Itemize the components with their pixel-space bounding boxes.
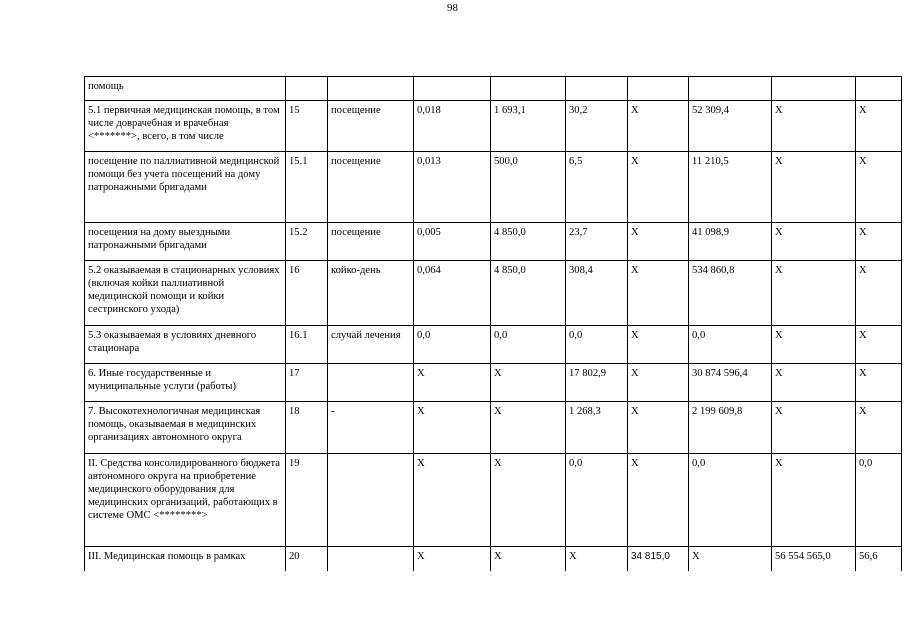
table-cell <box>566 77 628 101</box>
table-cell: посещения на дому выездными патронажными бригадами <box>85 223 286 261</box>
table-row <box>85 152 902 223</box>
table-row <box>85 261 902 326</box>
table-cell: 56 554 565,0 <box>772 547 856 571</box>
table-cell: X <box>491 402 566 454</box>
table-cell: II. Средства консолидированного бюджета автономного округа на приобретение медицинского оборудования для медицинских организаций, работающих в системе ОМС <********> <box>85 454 286 547</box>
table-cell: 1 268,3 <box>566 402 628 454</box>
table-row <box>85 547 902 571</box>
table-cell <box>628 77 689 101</box>
table-cell: помощь <box>85 77 286 101</box>
table-cell: X <box>628 454 689 547</box>
table-row <box>85 454 902 547</box>
table-cell: X <box>856 402 902 454</box>
table-cell: X <box>566 547 628 571</box>
table-cell: X <box>856 223 902 261</box>
table-cell: X <box>628 326 689 364</box>
table-cell: X <box>772 223 856 261</box>
data-table <box>84 76 902 571</box>
table-cell: 0,064 <box>414 261 491 326</box>
table-cell: 15 <box>286 101 328 152</box>
table-cell: 0,0 <box>566 326 628 364</box>
table-cell: 0,005 <box>414 223 491 261</box>
table-cell <box>328 454 414 547</box>
table-cell: 500,0 <box>491 152 566 223</box>
table-cell: III. Медицинская помощь в рамках <box>85 547 286 571</box>
table-cell: 0,013 <box>414 152 491 223</box>
table-cell: 5.1 первичная медицинская помощь, в том числе доврачебная и врачебная <*******>, всего, в том числе <box>85 101 286 152</box>
table-cell: 1 693,1 <box>491 101 566 152</box>
table-cell: X <box>628 364 689 402</box>
table-row <box>85 77 902 101</box>
table-cell: койко-день <box>328 261 414 326</box>
table-cell: посещение <box>328 223 414 261</box>
table-cell: 52 309,4 <box>689 101 772 152</box>
table-cell <box>286 77 328 101</box>
table-cell: 11 210,5 <box>689 152 772 223</box>
table-cell <box>414 77 491 101</box>
table-cell <box>689 77 772 101</box>
table-cell: 5.2 оказываемая в стационарных условиях (включая койки паллиативной медицинской помощи и койки сестринского ухода) <box>85 261 286 326</box>
table-cell: X <box>628 152 689 223</box>
table-cell: X <box>856 101 902 152</box>
table-cell: 34 815,0 <box>628 547 689 571</box>
table-cell: X <box>772 364 856 402</box>
table-cell: 20 <box>286 547 328 571</box>
table-cell: X <box>628 223 689 261</box>
table-row <box>85 402 902 454</box>
table-cell: X <box>772 261 856 326</box>
table-cell: 30,2 <box>566 101 628 152</box>
table-cell: X <box>856 261 902 326</box>
table-cell <box>772 77 856 101</box>
table-cell: посещение по паллиативной медицинской помощи без учета посещений на дому патронажными бригадами <box>85 152 286 223</box>
table-cell: 308,4 <box>566 261 628 326</box>
table-cell: X <box>772 101 856 152</box>
table-cell: 6,5 <box>566 152 628 223</box>
table-cell: 56,6 <box>856 547 902 571</box>
table-cell: 15.2 <box>286 223 328 261</box>
table-cell: 6. Иные государственные и муниципальные услуги (работы) <box>85 364 286 402</box>
table-cell: 16 <box>286 261 328 326</box>
table-cell: 41 098,9 <box>689 223 772 261</box>
table-cell: 15.1 <box>286 152 328 223</box>
table-cell: X <box>628 101 689 152</box>
table-cell: X <box>772 454 856 547</box>
table-cell: X <box>491 454 566 547</box>
table-cell: X <box>414 547 491 571</box>
table-cell: X <box>414 402 491 454</box>
table-row <box>85 101 902 152</box>
table-cell: 2 199 609,8 <box>689 402 772 454</box>
table-cell: X <box>856 364 902 402</box>
table-cell: X <box>856 152 902 223</box>
table-cell: X <box>689 547 772 571</box>
table-cell <box>328 364 414 402</box>
table-cell: случай лечения <box>328 326 414 364</box>
table-cell: 0,0 <box>856 454 902 547</box>
table-cell: 5.3 оказываемая в условиях дневного стационара <box>85 326 286 364</box>
table-cell: 23,7 <box>566 223 628 261</box>
table-cell <box>856 77 902 101</box>
table-cell: 0,0 <box>491 326 566 364</box>
table-row <box>85 326 902 364</box>
table-cell: X <box>772 402 856 454</box>
table-cell: X <box>414 364 491 402</box>
table-cell: X <box>772 152 856 223</box>
table-cell: 30 874 596,4 <box>689 364 772 402</box>
table-cell: X <box>628 261 689 326</box>
table-cell: посещение <box>328 152 414 223</box>
table-cell <box>491 77 566 101</box>
table-cell: посещение <box>328 101 414 152</box>
table-cell: 7. Высокотехнологичная медицинская помощь, оказываемая в медицинских организациях автономного округа <box>85 402 286 454</box>
table-cell: - <box>328 402 414 454</box>
table-cell: X <box>772 326 856 364</box>
table-cell: 534 860,8 <box>689 261 772 326</box>
table-cell: 17 802,9 <box>566 364 628 402</box>
table-cell: 0,018 <box>414 101 491 152</box>
table-cell: 17 <box>286 364 328 402</box>
table-cell: 4 850,0 <box>491 223 566 261</box>
table-cell: X <box>491 547 566 571</box>
table-row <box>85 364 902 402</box>
table-cell: X <box>628 402 689 454</box>
page-number: 98 <box>447 2 458 14</box>
table-cell: 0,0 <box>566 454 628 547</box>
table-cell: X <box>414 454 491 547</box>
table-cell: 18 <box>286 402 328 454</box>
table-cell: 4 850,0 <box>491 261 566 326</box>
table-cell: 19 <box>286 454 328 547</box>
table-cell: 0,0 <box>689 454 772 547</box>
table-row <box>85 223 902 261</box>
table-cell: X <box>491 364 566 402</box>
table-cell <box>328 547 414 571</box>
table-cell: 0,0 <box>689 326 772 364</box>
table-cell <box>328 77 414 101</box>
table-cell: 0,0 <box>414 326 491 364</box>
table-cell: 16.1 <box>286 326 328 364</box>
table-cell: X <box>856 326 902 364</box>
